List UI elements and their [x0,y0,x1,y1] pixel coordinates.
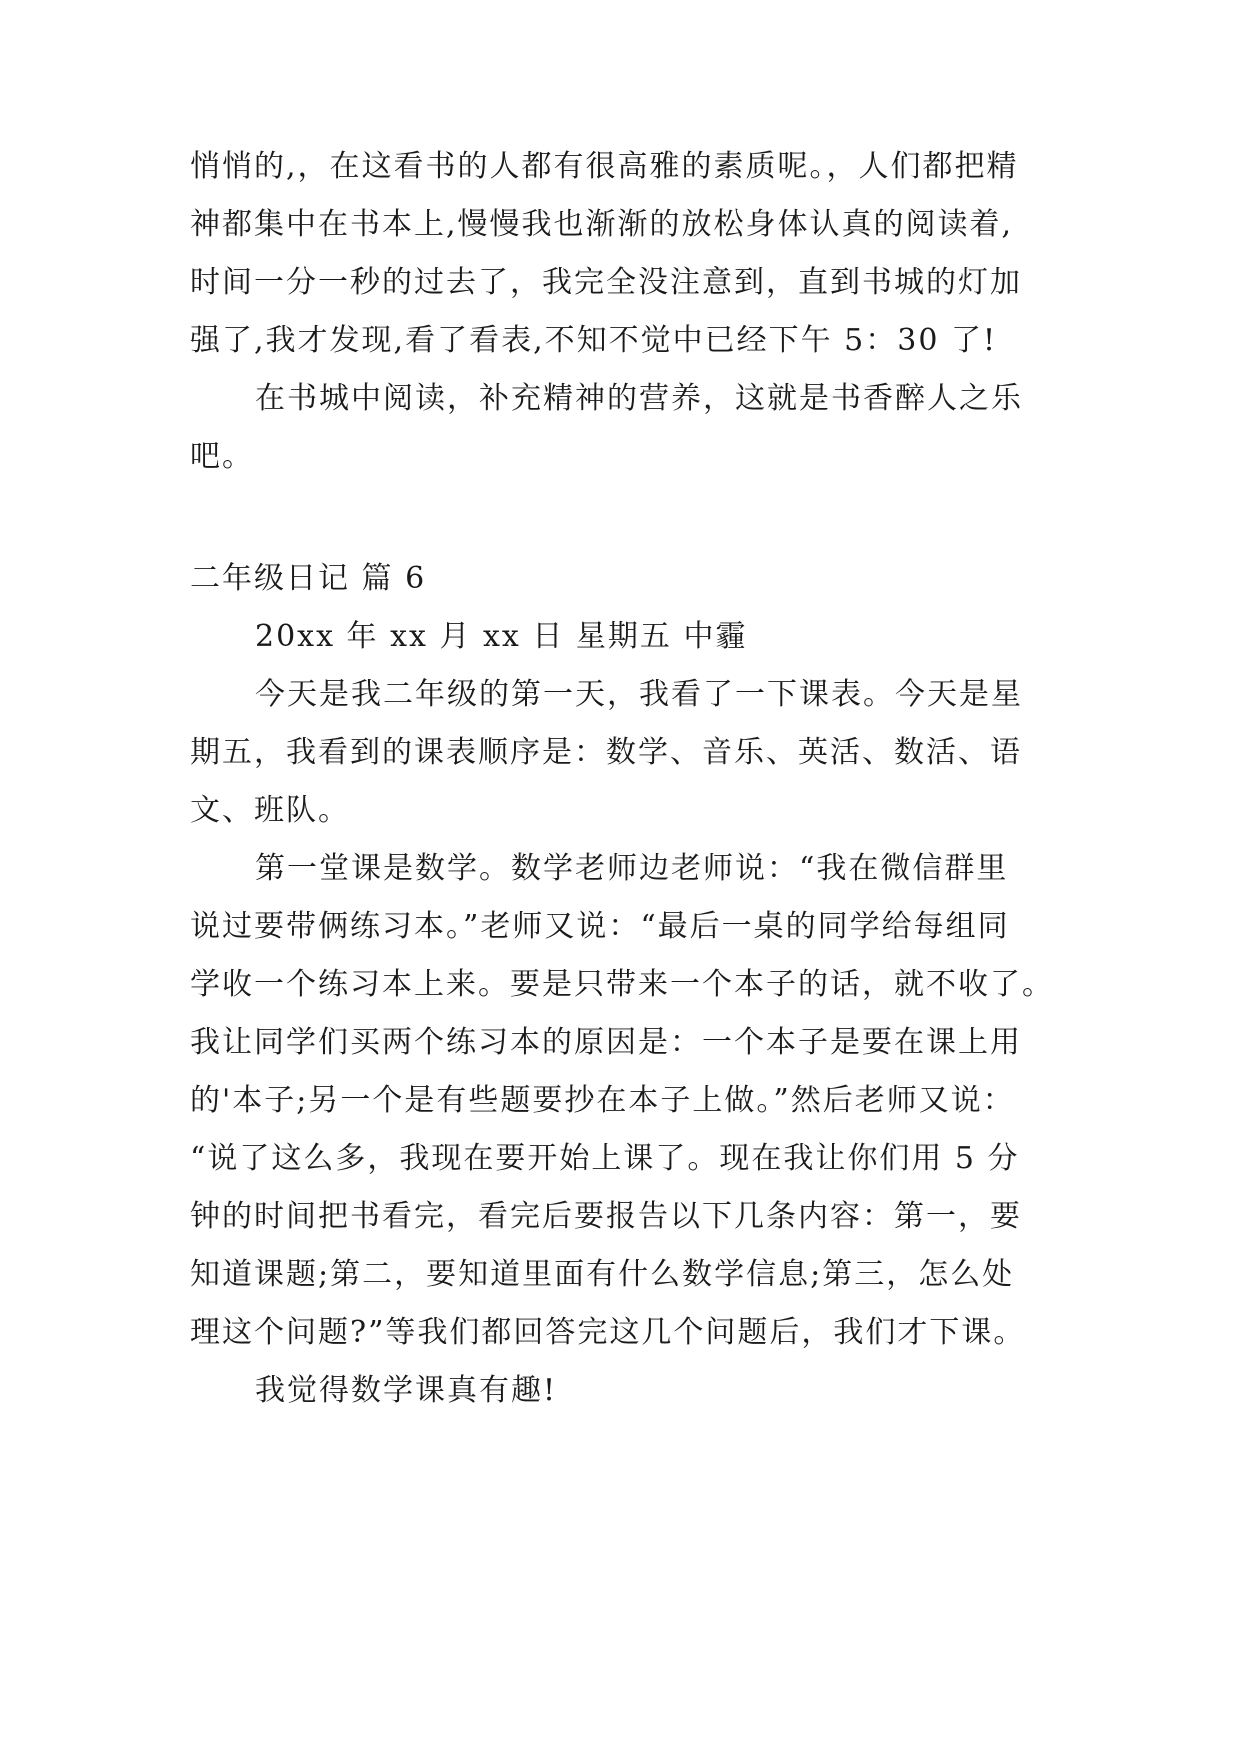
text-line: 吧。 [190,439,254,474]
text-line: 学收一个练习本上来。要是只带来一个本子的话，就不收了。 [190,967,1054,1002]
text-line: 悄悄的,，在这看书的人都有很高雅的素质呢。，人们都把精 [190,149,1019,184]
date-line: 20xx 年 xx 月 xx 日 星期五 中霾 [255,619,748,654]
text-line: 我让同学们买两个练习本的原因是：一个本子是要在课上用 [190,1025,1022,1060]
text-line: 说过要带俩练习本。”老师又说：“最后一桌的同学给每组同 [190,909,1010,944]
section-heading: 二年级日记 篇 6 [190,561,427,596]
text-line: 的'本子;另一个是有些题要抄在本子上做。”然后老师又说： [190,1083,1015,1118]
text-line: 第一堂课是数学。数学老师边老师说：“我在微信群里 [255,851,1009,886]
text-line: 期五，我看到的课表顺序是：数学、音乐、英活、数活、语 [190,735,1022,770]
text-line: 我觉得数学课真有趣! [255,1373,558,1408]
text-line: 知道课题;第二，要知道里面有什么数学信息;第三，怎么处 [190,1257,1015,1292]
text-line: 在书城中阅读，补充精神的营养，这就是书香醉人之乐 [255,381,1023,416]
text-line: 今天是我二年级的第一天，我看了一下课表。今天是星 [255,677,1023,712]
text-line: 强了,我才发现,看了看表,不知不觉中已经下午 5：30 了! [190,323,997,358]
text-line: 文、班队。 [190,793,350,828]
text-line: “说了这么多，我现在要开始上课了。现在我让你们用 5 分 [190,1141,1020,1176]
text-line: 钟的时间把书看完，看完后要报告以下几条内容：第一，要 [190,1199,1022,1234]
text-line: 时间一分一秒的过去了，我完全没注意到，直到书城的灯加 [190,265,1022,300]
text-line: 理这个问题?”等我们都回答完这几个问题后，我们才下课。 [190,1315,1026,1350]
text-line: 神都集中在书本上,慢慢我也渐渐的放松身体认真的阅读着, [190,207,1014,242]
